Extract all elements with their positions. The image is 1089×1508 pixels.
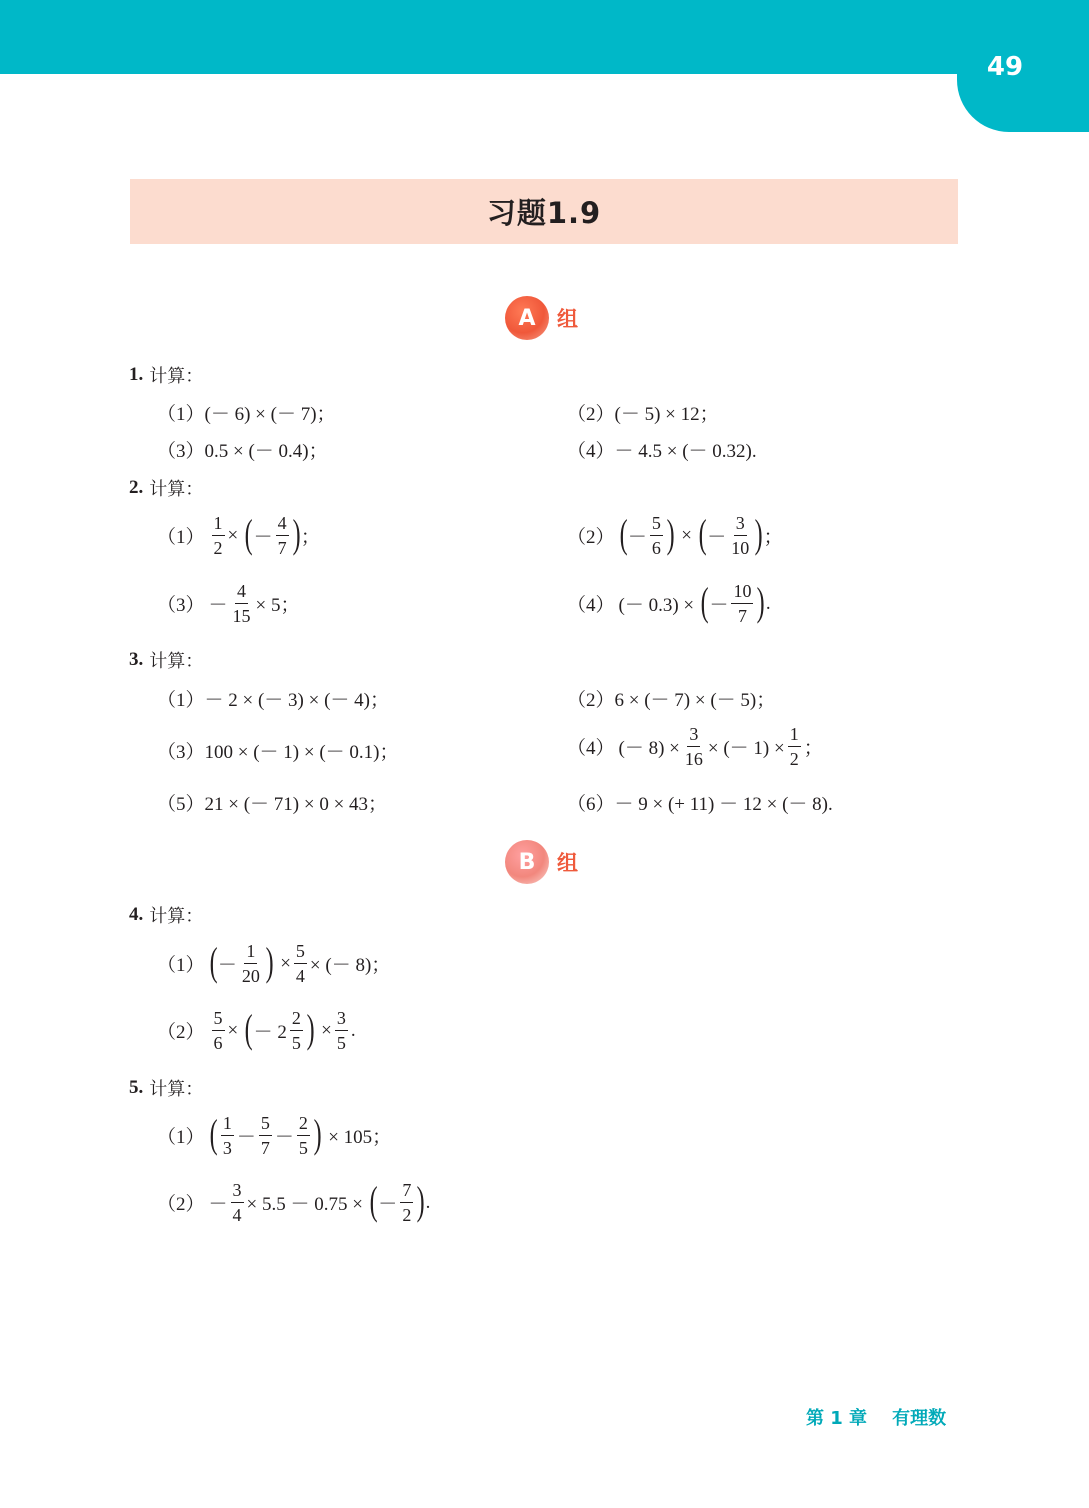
question-4-label: 计算： (149, 906, 204, 927)
top-color-band (0, 0, 1089, 74)
group-b-badge: B (505, 840, 549, 884)
fraction: $\frac{2}{5}$ (298, 1113, 308, 1158)
question-1-heading (129, 362, 203, 388)
question-3-heading (129, 647, 203, 673)
q2-item-2-index: （2） (567, 527, 615, 548)
fraction: $\frac{5}{4}$ (295, 941, 305, 986)
q5-item-1: （1） ( $\frac{1}{3}$ － $\frac{5}{7}$ － $\frac{2}{5}$ ) × 105； (157, 1110, 392, 1158)
question-4-number: 4. (129, 904, 144, 925)
fraction: $\frac{3}{10}$ (731, 513, 750, 558)
question-4-heading (129, 902, 203, 928)
q2-item-4-index: （4） (567, 595, 615, 616)
question-5-heading (129, 1075, 203, 1101)
q3-item-1: （1）－ 2 × (－ 3) × (－ 4)； (157, 690, 389, 711)
fraction: $\frac{7}{2}$ (402, 1180, 412, 1225)
fraction: $\frac{3}{4}$ (232, 1180, 242, 1225)
question-1-number: 1. (129, 364, 144, 385)
chapter-footer: 第 1 章 有理数 (806, 1408, 947, 1429)
question-3-number: 3. (129, 649, 144, 670)
q2-item-1-index: （1） (157, 527, 205, 548)
group-a-badge: A (505, 296, 549, 340)
page-number: 49 (986, 52, 1024, 82)
fraction: $\frac{1}{20}$ (241, 941, 260, 986)
q3-item-5: （5）21 × (－ 71) × 0 × 43； (157, 794, 388, 815)
exercise-title: 习题1.9 (486, 196, 602, 230)
group-a-heading (505, 296, 578, 340)
q4-item-2: （2） $\frac{5}{6}$ × ( － 2 $\frac{2}{5}$ ) × $\frac{3}{5}$ . (157, 1005, 356, 1053)
question-1-label: 计算： (149, 366, 204, 387)
fraction: $\frac{1}{2}$ (789, 724, 799, 769)
fraction: $\frac{5}{7}$ (260, 1113, 270, 1158)
q1-item-4: （4）－ 4.5 × (－ 0.32). (567, 441, 757, 462)
fraction: $\frac{5}{6}$ (651, 513, 661, 558)
q2-item-4: （4） (－ 0.3) × ( － $\frac{10}{7}$ ) . (567, 578, 771, 626)
q2-item-2: （2） ( － $\frac{5}{6}$ ) × ( － $\frac{3}{10}$ ) ； (567, 510, 783, 558)
q2-item-1: （1） $\frac{1}{2}$ × ( － $\frac{4}{7}$ ) ； (157, 510, 320, 558)
group-a-label: 组 (557, 307, 578, 331)
fraction: $\frac{1}{2}$ (213, 513, 223, 558)
q3-item-6: （6）－ 9 × (+ 11) － 12 × (－ 8). (567, 794, 833, 815)
fraction: $\frac{3}{16}$ (684, 724, 703, 769)
question-2-label: 计算： (149, 479, 204, 500)
fraction: $\frac{4}{15}$ (232, 581, 251, 626)
q1-item-3: （3）0.5 × (－ 0.4)； (157, 441, 328, 462)
question-5-number: 5. (129, 1077, 144, 1098)
fraction: $\frac{4}{7}$ (277, 513, 287, 558)
q3-item-3: （3）100 × (－ 1) × (－ 0.1)； (157, 742, 399, 763)
question-5-label: 计算： (149, 1079, 204, 1100)
q2-item-3: （3） － $\frac{4}{15}$ × 5； (157, 581, 300, 626)
group-b-label: 组 (557, 851, 578, 875)
question-2-number: 2. (129, 477, 144, 498)
question-3-label: 计算： (149, 651, 204, 672)
fraction: $\frac{2}{5}$ (291, 1008, 301, 1053)
fraction: $\frac{10}{7}$ (733, 581, 752, 626)
q2-item-3-index: （3） (157, 595, 205, 616)
group-b-heading (505, 840, 578, 884)
q4-item-1: （1） ( － $\frac{1}{20}$ ) × $\frac{5}{4}$ × (－ 8)； (157, 938, 391, 986)
q3-item-2: （2）6 × (－ 7) × (－ 5)； (567, 690, 776, 711)
fraction: $\frac{3}{5}$ (336, 1008, 346, 1053)
q3-item-4: （4） (－ 8) × $\frac{3}{16}$ × (－ 1) × $\frac{1}{2}$ ； (567, 724, 823, 769)
q5-item-2: （2） － $\frac{3}{4}$ × 5.5 － 0.75 × ( － $\frac{7}{2}$ ) . (157, 1177, 431, 1225)
fraction: $\frac{5}{6}$ (213, 1008, 223, 1053)
question-2-heading (129, 475, 203, 501)
fraction: $\frac{1}{3}$ (222, 1113, 232, 1158)
q1-item-1: （1）(－ 6) × (－ 7)； (157, 404, 336, 425)
q1-item-2: （2）(－ 5) × 12； (567, 404, 719, 425)
exercise-title-bar (130, 179, 958, 244)
